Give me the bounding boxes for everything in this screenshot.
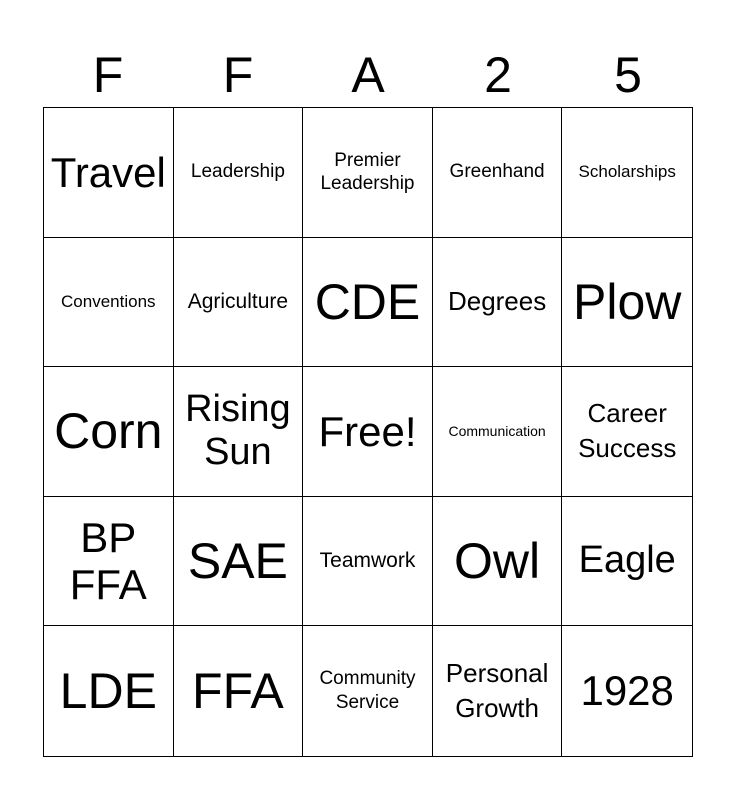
bingo-cell-r4c4[interactable] [433, 497, 563, 627]
cell-label: FFA [192, 663, 284, 720]
bingo-cell-r2c4[interactable] [433, 238, 563, 368]
cell-label: Career Success [578, 398, 677, 464]
bingo-cell-r3c1[interactable] [44, 367, 174, 497]
bingo-header [43, 42, 693, 108]
cell-label: Scholarships [578, 162, 676, 182]
bingo-cell-r4c3[interactable] [303, 497, 433, 627]
bingo-cell-r1c1[interactable] [44, 108, 174, 238]
header-letter-3: A [351, 47, 385, 103]
bingo-board [43, 107, 693, 757]
cell-label: Corn [54, 403, 163, 460]
header-letter-4: 2 [484, 47, 512, 103]
bingo-cell-r2c1[interactable] [44, 238, 174, 368]
cell-label: Leadership [190, 161, 285, 183]
bingo-cell-r4c5[interactable] [562, 497, 692, 627]
cell-label: Eagle [578, 539, 676, 582]
bingo-cell-r3c2[interactable] [174, 367, 304, 497]
bingo-cell-r3c5[interactable] [562, 367, 692, 497]
bingo-cell-r3c4[interactable] [433, 367, 563, 497]
cell-label: LDE [59, 663, 157, 720]
bingo-cell-free[interactable] [303, 367, 433, 497]
cell-label: BP FFA [69, 513, 147, 609]
cell-label: 1928 [580, 667, 674, 715]
cell-label: Conventions [61, 291, 156, 311]
bingo-cell-r2c3[interactable] [303, 238, 433, 368]
cell-label: Owl [454, 533, 541, 590]
cell-label: Travel [50, 148, 166, 196]
header-letter-5: 5 [614, 47, 642, 103]
bingo-cell-r2c2[interactable] [174, 238, 304, 368]
cell-label: SAE [187, 533, 288, 590]
bingo-cell-r5c4[interactable] [433, 626, 563, 756]
bingo-cell-r5c1[interactable] [44, 626, 174, 756]
cell-label: Community Service [319, 668, 416, 714]
bingo-cell-r1c2[interactable] [174, 108, 304, 238]
bingo-cell-r5c5[interactable] [562, 626, 692, 756]
cell-label: Teamwork [319, 549, 416, 573]
cell-label: Free! [318, 407, 417, 455]
cell-label: Rising Sun [185, 387, 291, 474]
cell-label: Premier Leadership [320, 149, 415, 195]
bingo-cell-r1c3[interactable] [303, 108, 433, 238]
bingo-cell-r5c2[interactable] [174, 626, 304, 756]
header-letter-2: F [222, 47, 254, 103]
cell-label: Plow [573, 273, 682, 330]
bingo-cell-r2c5[interactable] [562, 238, 692, 368]
header-letter-1: F [92, 47, 124, 103]
cell-label: Personal Growth [445, 658, 549, 724]
cell-label: Degrees [447, 286, 547, 317]
bingo-cell-r4c2[interactable] [174, 497, 304, 627]
bingo-cell-r1c4[interactable] [433, 108, 563, 238]
bingo-cell-r4c1[interactable] [44, 497, 174, 627]
cell-label: Communication [448, 423, 546, 440]
bingo-cell-r1c5[interactable] [562, 108, 692, 238]
cell-label: Agriculture [187, 290, 289, 314]
bingo-cell-r5c3[interactable] [303, 626, 433, 756]
cell-label: CDE [314, 273, 421, 330]
cell-label: Greenhand [449, 161, 545, 183]
